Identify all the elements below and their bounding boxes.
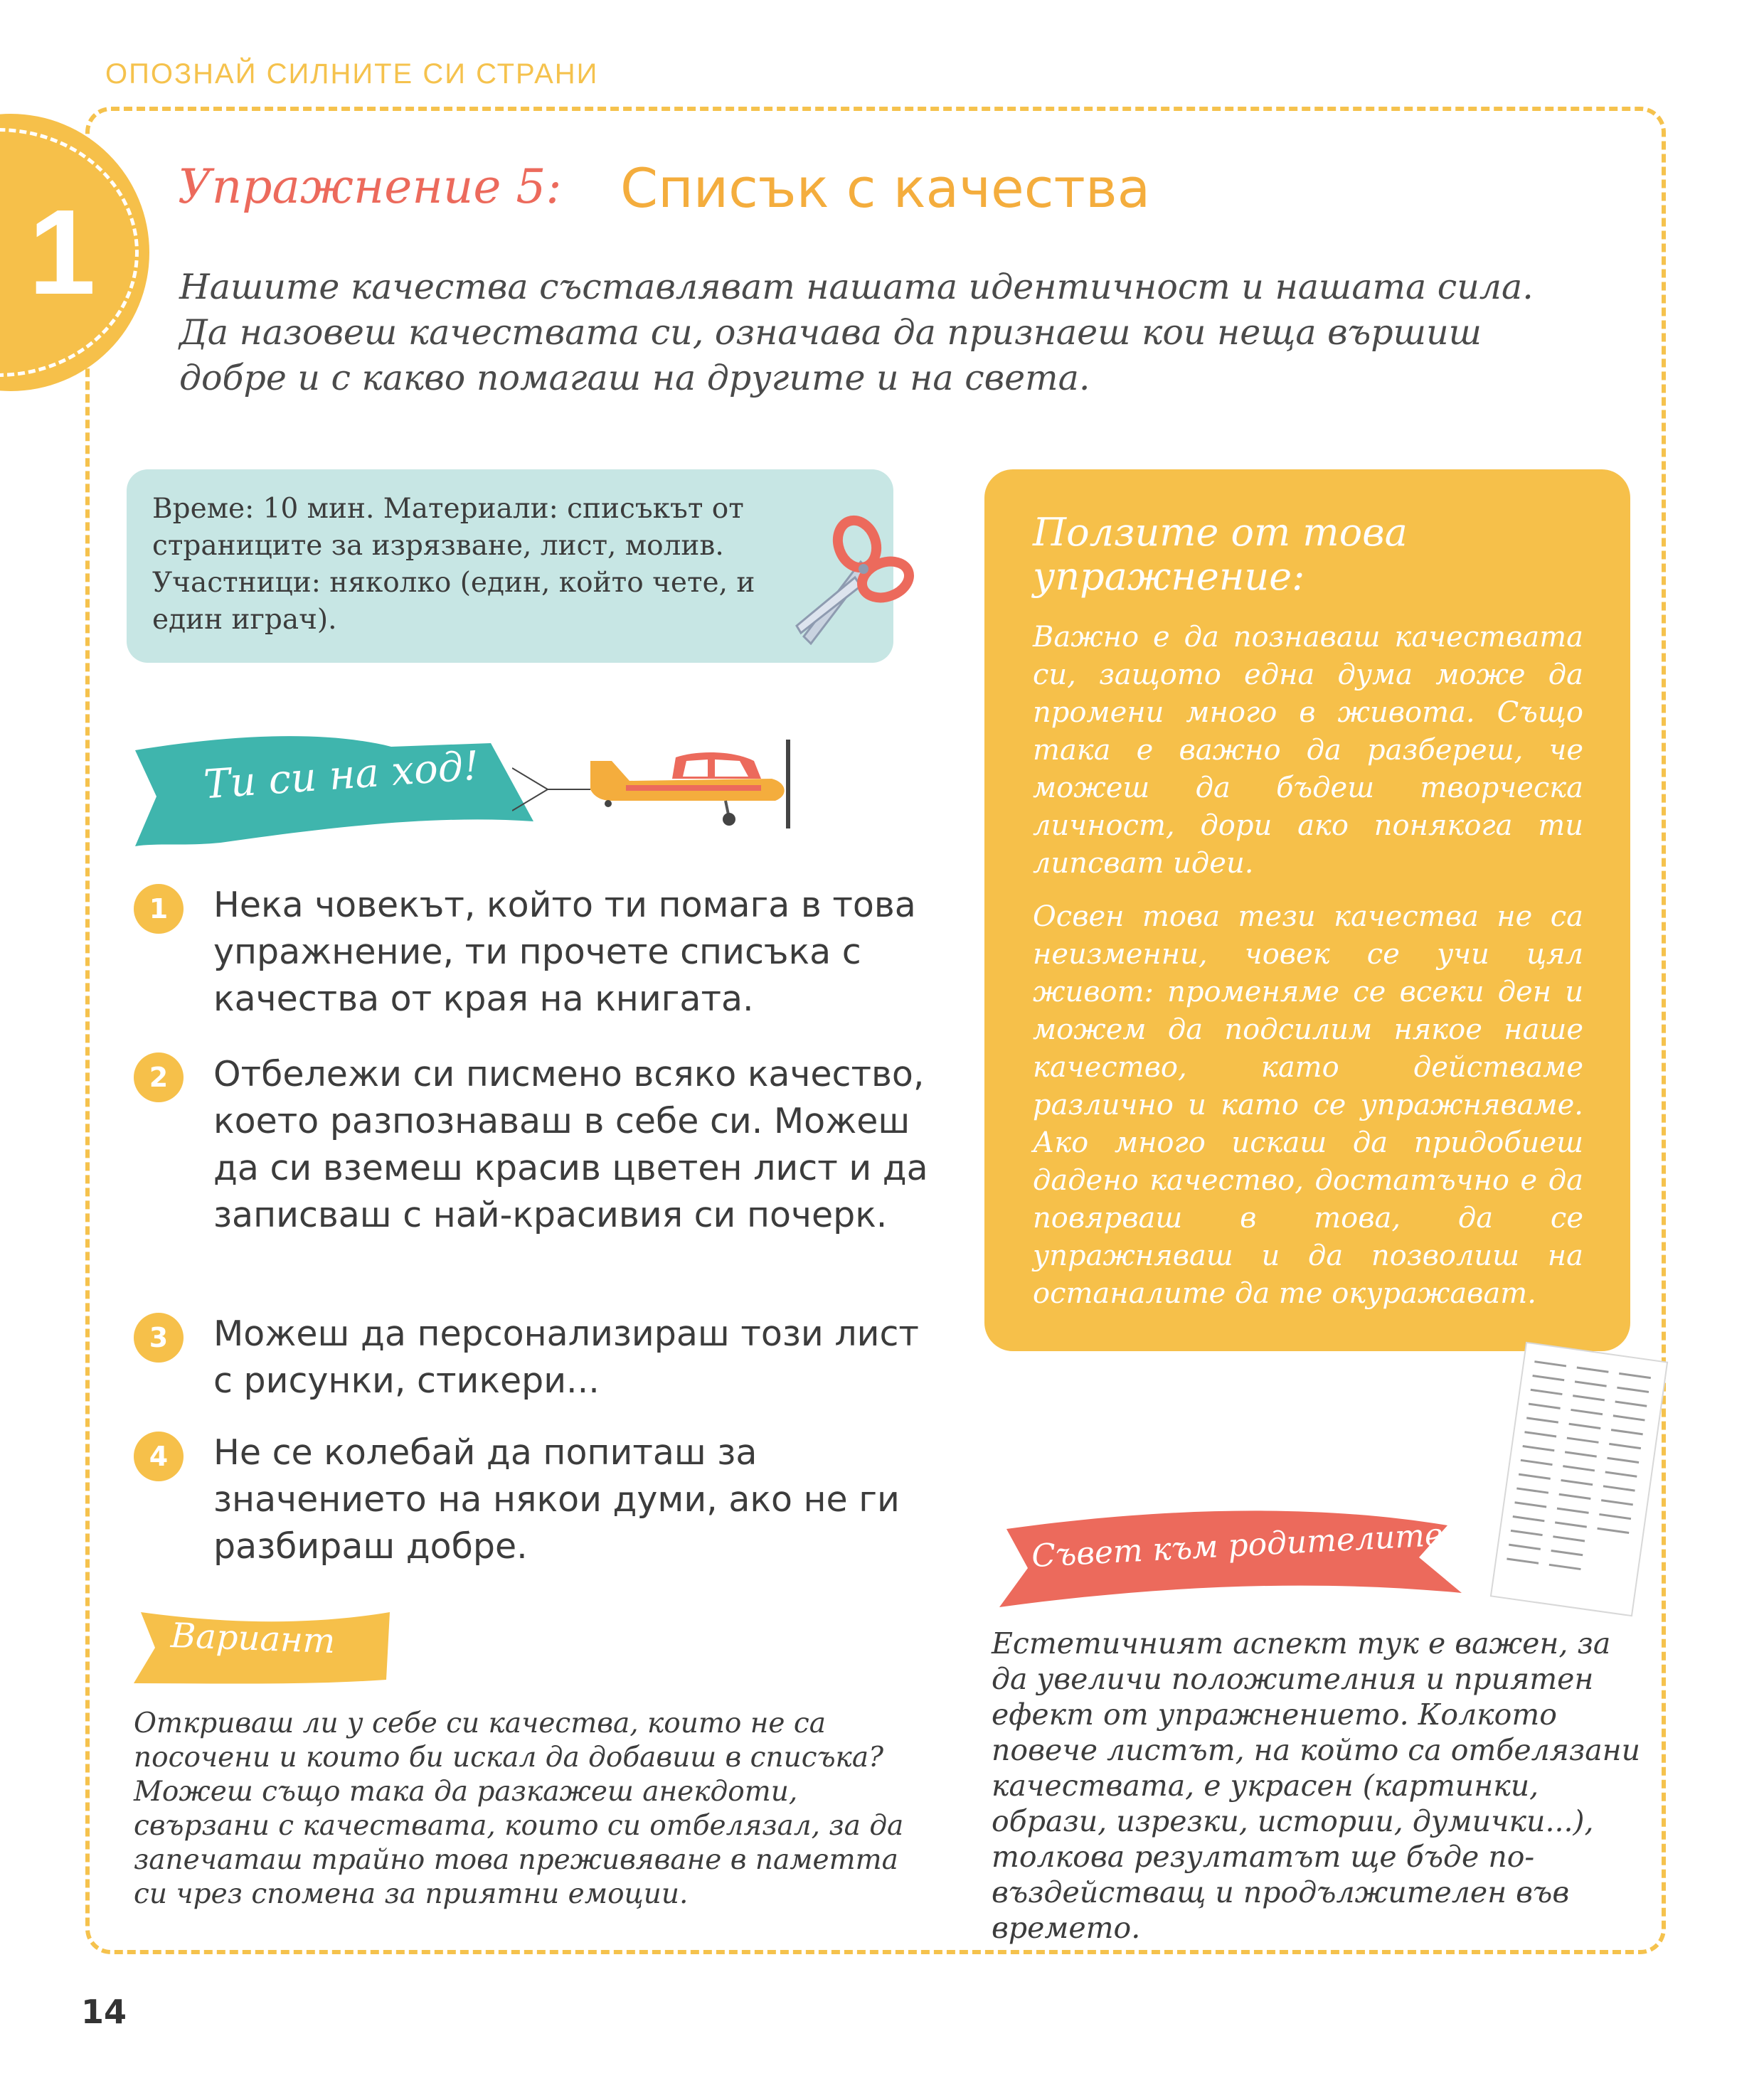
- quality-list-paper-icon: [1479, 1337, 1679, 1621]
- step-number-2: 2: [134, 1052, 184, 1102]
- step-text-1: Нека човекът, който ти помага в това упражнение, ти прочете списъка с качества от края на книгата.: [213, 885, 916, 1019]
- exercise-label: Упражнение 5:: [178, 159, 562, 214]
- section-title: ОПОЗНАЙ СИЛНИТЕ СИ СТРАНИ: [105, 58, 599, 90]
- step-number-1: 1: [134, 884, 184, 934]
- parents-advice-label: Съвет към родителите: [1031, 1516, 1445, 1575]
- info-text: Време: 10 мин. Материали: списъкът от страниците за изрязване, лист, молив. Участници: няколко (един, който чете, и един играч).: [152, 493, 755, 636]
- scissors-icon: [775, 512, 918, 654]
- benefits-title: Ползите от това упражнение:: [1033, 510, 1408, 599]
- exercise-intro: Нашите качества съставляват нашата идентичност и нашата сила. Да назовеш качествата си, означава да признаеш кои неща вършиш добре и с какво помагаш на другите и на света.: [179, 267, 1534, 398]
- benefits-paragraph-2: Освен това тези качества не са неизменни, човек се учи цял живот: променяме се всеки ден и можем да подсилим някое наше качество, като действаме различно и като се упражняваме. Ако много искаш да придобиеш дадено качество, достатъчно е да повярваш в това, да се упражняваш и да позволиш на останалите да те окуражават.: [1033, 900, 1583, 1310]
- step-text-2: Отбележи си писмено всяко качество, което разпознаваш в себе си. Можеш да си вземеш красив цветен лист и да записваш с най-красивия си почерк.: [213, 1054, 928, 1235]
- benefits-paragraph-1: Важно е да познаваш качествата си, защото една дума може да промени много в живота. Също така е важно да разбереш, че можеш да бъдеш творческа личност, дори ако понякога ти липсват идеи.: [1033, 621, 1583, 880]
- step-text-3: Можеш да персонализираш този лист с рисунки, стикери...: [213, 1313, 919, 1401]
- page-number: 14: [81, 1993, 127, 2031]
- step-number-4: 4: [134, 1432, 184, 1481]
- your-turn-label: Ти си на ход!: [202, 742, 481, 809]
- airplane-icon: [512, 740, 811, 832]
- variant-label: Вариант: [170, 1615, 336, 1662]
- chapter-number: 1: [28, 185, 96, 320]
- exercise-title: Списък с качества: [620, 156, 1151, 220]
- step-text-4: Не се колебай да попиташ за значението на някои думи, ако не ги разбираш добре.: [213, 1432, 900, 1567]
- parents-advice-text: Естетичният аспект тук е важен, за да увеличи положителния и приятен ефект от упражнението. Колкото повече листът, на който са отбелязани качествата, е украсен (картинки, образи, изрезки, истории, думички...), толкова резултатът ще бъде по-въздействащ и продължителен във времето.: [992, 1626, 1641, 1945]
- step-number-3: 3: [134, 1313, 184, 1363]
- variant-text: Откриваш ли у себе си качества, които не са посочени и които би искал да добавиш в списъка? Можеш също така да разкажеш анекдоти, свързани с качествата, които си отбелязал, за да запечаташ трайно това преживяване в паметта си чрез спомена за приятни емоции.: [134, 1707, 904, 1910]
